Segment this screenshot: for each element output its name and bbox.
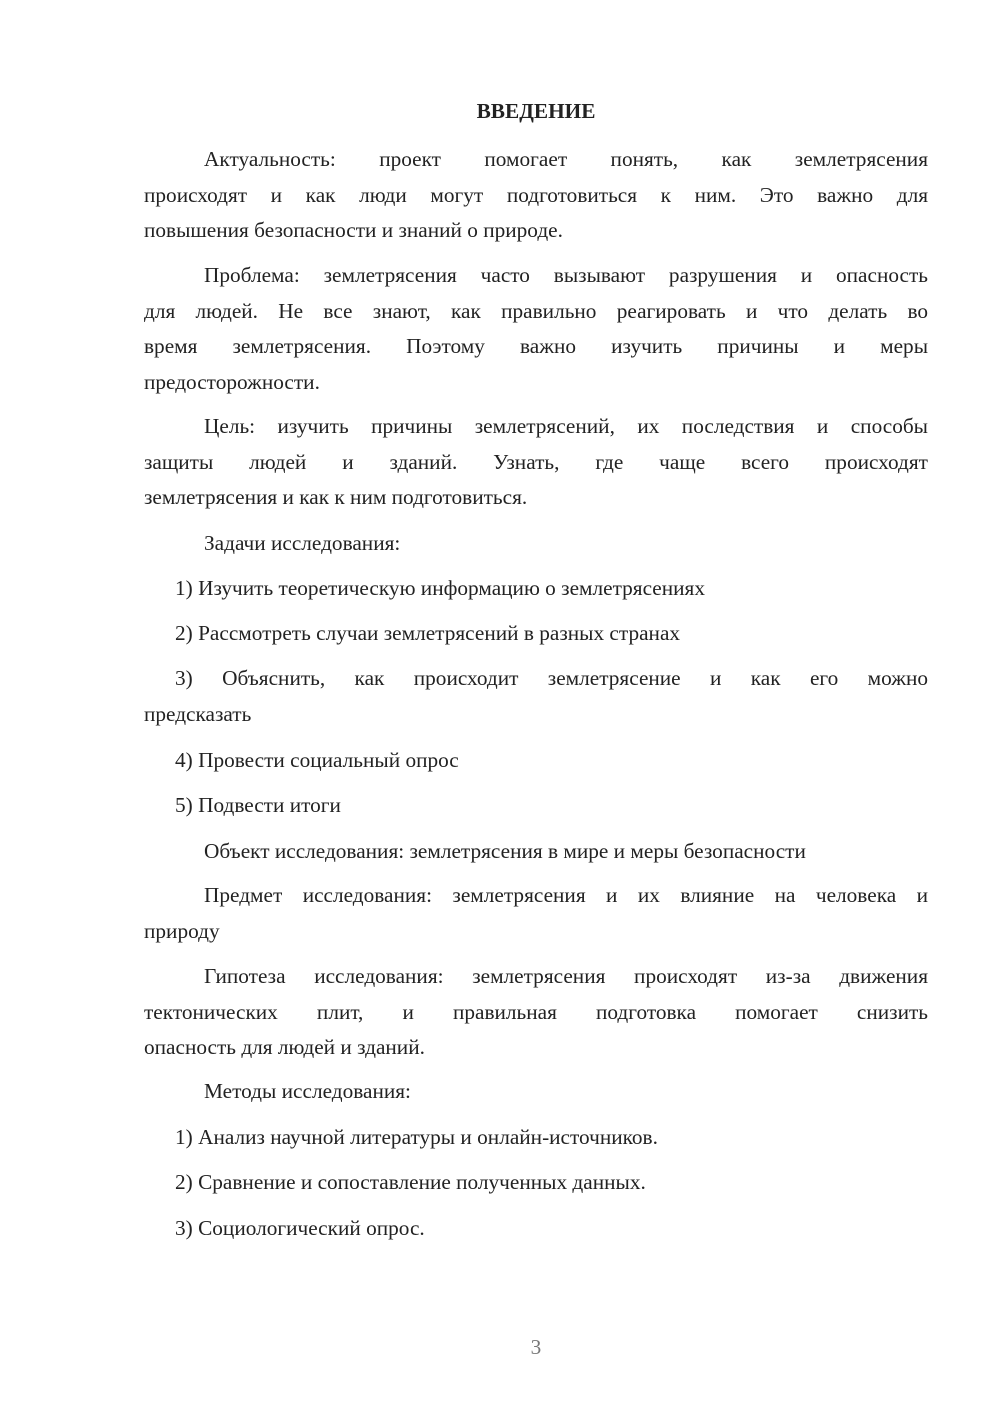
problem-paragraph — [144, 258, 928, 400]
relevance-paragraph — [144, 142, 928, 249]
task-item-1: 1) Изучить теоретическую информацию о землетрясениях — [175, 576, 705, 600]
research-subject-line: Предмет исследования: землетрясения и их влияние на человека и — [204, 883, 928, 907]
problem-line: Проблема: землетрясения часто вызывают разрушения и опасность — [204, 263, 928, 287]
methods-heading: Методы исследования: — [204, 1079, 411, 1103]
task-item-4: 4) Провести социальный опрос — [175, 748, 459, 772]
research-subject-paragraph — [144, 878, 928, 949]
goal-line: Цель: изучить причины землетрясений, их последствия и способы — [204, 414, 928, 438]
task-item-5: 5) Подвести итоги — [175, 793, 341, 817]
hypothesis-line: тектонических плит, и правильная подготовка помогает снизить — [144, 999, 928, 1024]
method-item-1: 1) Анализ научной литературы и онлайн-источников. — [175, 1125, 658, 1149]
page-number: 3 — [530, 1335, 542, 1359]
problem-line: предосторожности. — [144, 369, 320, 394]
goal-line: защиты людей и зданий. Узнать, где чаще всего происходят — [144, 449, 928, 474]
research-object: Объект исследования: землетрясения в мире и меры безопасности — [204, 839, 806, 863]
goal-line: землетрясения и как к ним подготовиться. — [144, 485, 528, 509]
goal-paragraph — [144, 409, 928, 516]
hypothesis-paragraph — [144, 959, 928, 1066]
hypothesis-line: Гипотеза исследования: землетрясения происходят из-за движения — [204, 964, 928, 988]
relevance-line: происходят и как люди могут подготовиться к ним. Это важно для — [144, 182, 928, 207]
research-subject-line: природу — [144, 918, 220, 943]
method-item-3: 3) Социологический опрос. — [175, 1216, 425, 1240]
method-item-2: 2) Сравнение и сопоставление полученных данных. — [175, 1170, 646, 1194]
task-item-3-line: 3) Объяснить, как происходит землетрясение и как его можно — [175, 666, 928, 690]
hypothesis-line: опасность для людей и зданий. — [144, 1035, 425, 1059]
problem-line: время землетрясения. Поэтому важно изучить причины и меры — [144, 334, 928, 358]
relevance-line: повышения безопасности и знаний о природе. — [144, 218, 563, 242]
task-item-3 — [144, 661, 928, 732]
relevance-line: Актуальность: проект помогает понять, как землетрясения — [204, 147, 928, 171]
task-item-2: 2) Рассмотреть случаи землетрясений в разных странах — [175, 621, 681, 645]
task-item-3-line: предсказать — [144, 701, 252, 726]
tasks-heading: Задачи исследования: — [204, 531, 401, 555]
problem-line: для людей. Не все знают, как правильно реагировать и что делать во — [144, 298, 928, 323]
page-title: ВВЕДЕНИЕ — [476, 99, 596, 123]
